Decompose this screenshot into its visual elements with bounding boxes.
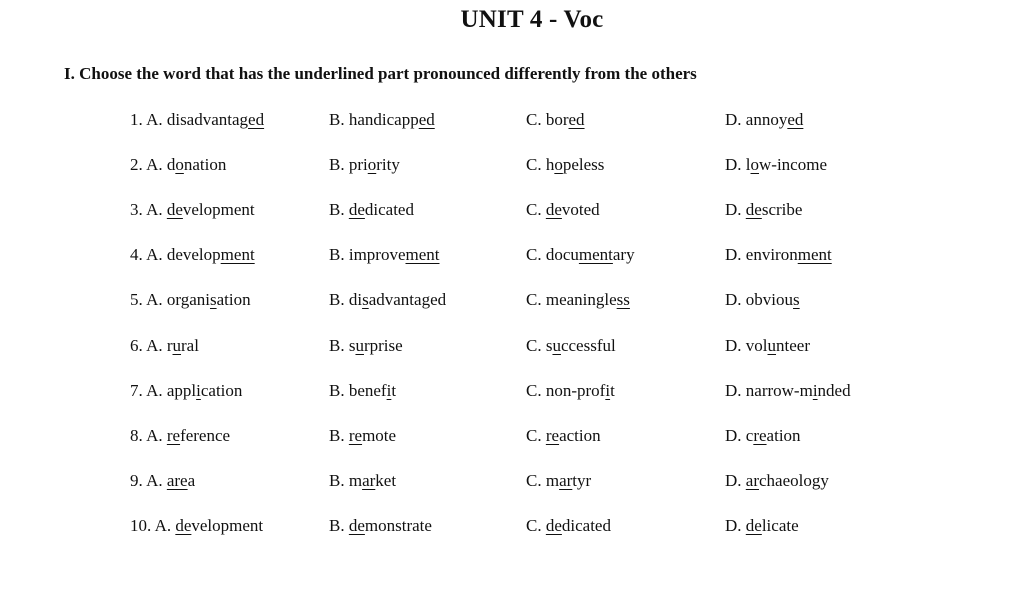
word-part: handicapp bbox=[348, 110, 419, 129]
underlined-part: ar bbox=[559, 471, 573, 490]
word-part: monstrate bbox=[364, 516, 432, 535]
answer-option-c[interactable] bbox=[526, 290, 630, 310]
word-part: nteer bbox=[776, 336, 810, 355]
answer-option-d[interactable] bbox=[725, 516, 799, 536]
option-letter: C. bbox=[526, 245, 542, 264]
answer-option-a[interactable] bbox=[130, 336, 199, 356]
word-part: ation bbox=[766, 426, 801, 445]
option-letter: D. bbox=[725, 290, 742, 309]
answer-option-b[interactable] bbox=[329, 110, 435, 130]
underlined-part: i bbox=[605, 381, 611, 400]
answer-option-a[interactable] bbox=[130, 200, 255, 220]
option-letter: D. bbox=[725, 471, 742, 490]
word-part: docu bbox=[545, 245, 579, 264]
option-letter: D. bbox=[725, 336, 742, 355]
option-letter: B. bbox=[329, 426, 345, 445]
underlined-part: o bbox=[175, 155, 184, 174]
option-letter: D. bbox=[725, 426, 742, 445]
answer-option-c[interactable] bbox=[526, 336, 616, 356]
word-part: benef bbox=[348, 381, 387, 400]
word-part: improve bbox=[348, 245, 406, 264]
word-part: scribe bbox=[761, 200, 803, 219]
question-number: 3. bbox=[130, 200, 143, 219]
option-letter: B. bbox=[329, 245, 345, 264]
answer-option-c[interactable] bbox=[526, 245, 635, 265]
underlined-part: o bbox=[750, 155, 760, 174]
question-row bbox=[0, 200, 1024, 224]
underlined-part: o bbox=[554, 155, 563, 174]
option-letter: C. bbox=[526, 200, 542, 219]
option-letter: B. bbox=[329, 110, 345, 129]
underlined-part: de bbox=[175, 516, 192, 535]
underlined-part: s bbox=[793, 290, 800, 309]
underlined-part: re bbox=[166, 426, 181, 445]
option-letter: D. bbox=[725, 110, 742, 129]
word-part: tyr bbox=[572, 471, 592, 490]
word-part: a bbox=[187, 471, 196, 490]
answer-option-a[interactable] bbox=[130, 471, 195, 491]
word-part: vol bbox=[745, 336, 768, 355]
word-part: ference bbox=[180, 426, 231, 445]
option-letter: C. bbox=[526, 110, 542, 129]
word-part: di bbox=[348, 290, 363, 309]
underlined-part: ss bbox=[616, 290, 630, 309]
option-letter: C. bbox=[526, 516, 542, 535]
option-letter: C. bbox=[526, 471, 542, 490]
section-heading: I. Choose the word that has the underlined part pronounced differently from the others bbox=[64, 64, 697, 83]
question-number: 7. bbox=[130, 381, 143, 400]
word-part: s bbox=[545, 336, 553, 355]
option-letter: B. bbox=[329, 155, 345, 174]
underlined-part: ment bbox=[578, 245, 613, 264]
word-part: disadvantag bbox=[166, 110, 249, 129]
question-row bbox=[0, 290, 1024, 314]
question-row bbox=[0, 516, 1024, 540]
option-letter: C. bbox=[526, 381, 542, 400]
word-part: organi bbox=[166, 290, 210, 309]
underlined-part: u bbox=[552, 336, 561, 355]
underlined-part: s bbox=[209, 290, 217, 309]
option-letter: A. bbox=[146, 200, 163, 219]
underlined-part: ed bbox=[418, 110, 435, 129]
question-row bbox=[0, 336, 1024, 360]
word-part: dicated bbox=[364, 200, 414, 219]
option-letter: D. bbox=[725, 245, 742, 264]
question-number: 5. bbox=[130, 290, 143, 309]
word-part: voted bbox=[561, 200, 600, 219]
word-part: t bbox=[391, 381, 397, 400]
answer-option-d[interactable] bbox=[725, 245, 832, 265]
option-letter: A. bbox=[146, 155, 163, 174]
word-part: h bbox=[545, 155, 555, 174]
option-letter: A. bbox=[146, 471, 163, 490]
answer-option-b[interactable] bbox=[329, 245, 440, 265]
underlined-part: u bbox=[172, 336, 182, 355]
answer-option-d[interactable] bbox=[725, 155, 827, 175]
underlined-part: i bbox=[196, 381, 201, 400]
question-row bbox=[0, 245, 1024, 269]
page-title: UNIT 4 - Voc bbox=[460, 6, 604, 33]
word-part: ccessful bbox=[560, 336, 616, 355]
underlined-part: ar bbox=[362, 471, 376, 490]
underlined-part: o bbox=[367, 155, 377, 174]
word-part: m bbox=[545, 471, 560, 490]
answer-option-b[interactable] bbox=[329, 516, 432, 536]
word-part: narrow-m bbox=[745, 381, 813, 400]
underlined-part: u bbox=[355, 336, 364, 355]
word-part: rity bbox=[376, 155, 400, 174]
word-part: velopment bbox=[182, 200, 255, 219]
underlined-part: de bbox=[545, 516, 562, 535]
answer-option-a[interactable] bbox=[130, 110, 264, 130]
word-part: ary bbox=[612, 245, 635, 264]
answer-option-c[interactable] bbox=[526, 381, 615, 401]
underlined-part: i bbox=[386, 381, 392, 400]
option-letter: B. bbox=[329, 290, 345, 309]
underlined-part: ed bbox=[568, 110, 585, 129]
underlined-part: de bbox=[745, 516, 762, 535]
underlined-part: ar bbox=[745, 471, 759, 490]
word-part: obviou bbox=[745, 290, 794, 309]
word-part: peless bbox=[562, 155, 605, 174]
option-letter: D. bbox=[725, 155, 742, 174]
question-row bbox=[0, 471, 1024, 495]
word-part: environ bbox=[745, 245, 798, 264]
word-part: r bbox=[166, 336, 173, 355]
question-number: 4. bbox=[130, 245, 143, 264]
word-part: s bbox=[348, 336, 356, 355]
underlined-part: de bbox=[348, 200, 365, 219]
word-part: annoy bbox=[745, 110, 788, 129]
answer-option-a[interactable] bbox=[130, 155, 226, 175]
answer-option-a[interactable] bbox=[130, 245, 255, 265]
word-part: pri bbox=[348, 155, 368, 174]
underlined-part: de bbox=[348, 516, 365, 535]
option-letter: B. bbox=[329, 200, 345, 219]
option-letter: A. bbox=[154, 516, 172, 535]
underlined-part: i bbox=[812, 381, 818, 400]
option-letter: C. bbox=[526, 336, 542, 355]
option-letter: A. bbox=[146, 290, 163, 309]
underlined-part: de bbox=[166, 200, 183, 219]
answer-option-d[interactable] bbox=[725, 336, 810, 356]
question-number: 2. bbox=[130, 155, 143, 174]
word-part: licate bbox=[761, 516, 799, 535]
option-letter: D. bbox=[725, 200, 742, 219]
answer-option-c[interactable] bbox=[526, 516, 611, 536]
option-letter: D. bbox=[725, 381, 742, 400]
option-letter: B. bbox=[329, 381, 345, 400]
word-part: ral bbox=[181, 336, 199, 355]
answer-option-d[interactable] bbox=[725, 471, 829, 491]
word-part: ation bbox=[216, 290, 251, 309]
underlined-part: ment bbox=[797, 245, 832, 264]
word-part: cation bbox=[200, 381, 243, 400]
answer-option-b[interactable] bbox=[329, 336, 403, 356]
option-letter: C. bbox=[526, 426, 542, 445]
answer-option-b[interactable] bbox=[329, 381, 396, 401]
question-number: 6. bbox=[130, 336, 143, 355]
word-part: meaningle bbox=[545, 290, 617, 309]
underlined-part: u bbox=[767, 336, 777, 355]
underlined-part: ment bbox=[405, 245, 440, 264]
answer-option-d[interactable] bbox=[725, 290, 800, 310]
underlined-part: re bbox=[753, 426, 767, 445]
underlined-part: ed bbox=[787, 110, 804, 129]
answer-option-b[interactable] bbox=[329, 290, 446, 310]
word-part: t bbox=[610, 381, 615, 400]
word-part: bor bbox=[545, 110, 569, 129]
answer-option-c[interactable] bbox=[526, 471, 591, 491]
word-part: non-prof bbox=[545, 381, 606, 400]
option-letter: A. bbox=[146, 110, 163, 129]
word-part: nation bbox=[183, 155, 227, 174]
underlined-part: ed bbox=[248, 110, 265, 129]
word-part: w-income bbox=[759, 155, 827, 174]
word-part: ket bbox=[375, 471, 397, 490]
question-row bbox=[0, 155, 1024, 179]
underlined-part: re bbox=[348, 426, 363, 445]
word-part: l bbox=[745, 155, 751, 174]
option-letter: A. bbox=[146, 245, 163, 264]
question-number: 1. bbox=[130, 110, 143, 129]
answer-option-b[interactable] bbox=[329, 426, 396, 446]
word-part: mote bbox=[362, 426, 397, 445]
underlined-part: s bbox=[362, 290, 369, 309]
underlined-part: de bbox=[745, 200, 762, 219]
word-part: advantaged bbox=[368, 290, 447, 309]
answer-option-a[interactable] bbox=[130, 290, 251, 310]
underlined-part: de bbox=[545, 200, 562, 219]
answer-option-c[interactable] bbox=[526, 110, 585, 130]
underlined-part: are bbox=[166, 471, 188, 490]
answer-option-b[interactable] bbox=[329, 200, 414, 220]
word-part: dicated bbox=[561, 516, 611, 535]
word-part: nded bbox=[817, 381, 851, 400]
option-letter: B. bbox=[329, 516, 345, 535]
answer-option-b[interactable] bbox=[329, 471, 396, 491]
word-part: c bbox=[745, 426, 754, 445]
word-part: develop bbox=[166, 245, 221, 264]
answer-option-c[interactable] bbox=[526, 200, 600, 220]
underlined-part: re bbox=[545, 426, 560, 445]
question-number: 9. bbox=[130, 471, 143, 490]
word-part: velopment bbox=[191, 516, 264, 535]
question-row bbox=[0, 110, 1024, 134]
word-part: rprise bbox=[363, 336, 403, 355]
answer-option-d[interactable] bbox=[725, 110, 803, 130]
option-letter: C. bbox=[526, 290, 542, 309]
question-number: 8. bbox=[130, 426, 143, 445]
underlined-part: ment bbox=[220, 245, 255, 264]
answer-option-d[interactable] bbox=[725, 426, 801, 446]
word-part: m bbox=[348, 471, 363, 490]
word-part: appl bbox=[166, 381, 197, 400]
option-letter: A. bbox=[146, 336, 163, 355]
answer-option-a[interactable] bbox=[130, 426, 230, 446]
answer-option-a[interactable] bbox=[130, 381, 242, 401]
option-letter: A. bbox=[146, 426, 163, 445]
answer-option-d[interactable] bbox=[725, 200, 802, 220]
word-part: chaeology bbox=[759, 471, 829, 490]
answer-option-a[interactable] bbox=[130, 516, 263, 536]
word-part: action bbox=[559, 426, 601, 445]
answer-option-d[interactable] bbox=[725, 381, 851, 401]
option-letter: D. bbox=[725, 516, 742, 535]
answer-option-b[interactable] bbox=[329, 155, 400, 175]
word-part: d bbox=[166, 155, 176, 174]
question-number: 10. bbox=[130, 516, 152, 535]
answer-option-c[interactable] bbox=[526, 426, 601, 446]
option-letter: A. bbox=[146, 381, 163, 400]
option-letter: B. bbox=[329, 336, 345, 355]
option-letter: C. bbox=[526, 155, 542, 174]
answer-option-c[interactable] bbox=[526, 155, 604, 175]
question-row bbox=[0, 381, 1024, 405]
question-row bbox=[0, 426, 1024, 450]
option-letter: B. bbox=[329, 471, 345, 490]
